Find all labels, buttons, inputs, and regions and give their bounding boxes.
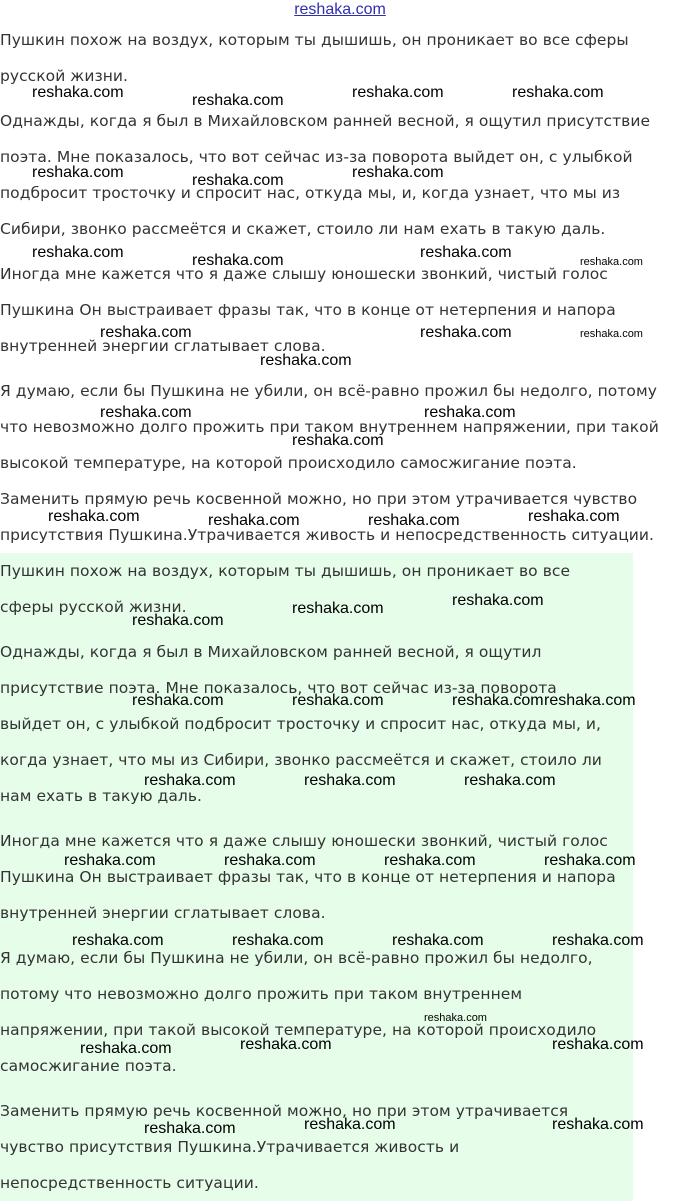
answer-text-line: внутренней энергии сглатывает слова.	[0, 904, 326, 922]
answer-text-line: Я думаю, если бы Пушкина не убили, он всё-равно прожил бы недолго,	[0, 949, 593, 967]
answer-text-line: Пушкин похож на воздух, которым ты дышишь, он проникает во все	[0, 562, 571, 580]
watermark-text: reshaka.com	[48, 508, 140, 525]
watermark-text: reshaka.com	[552, 1116, 644, 1133]
answer-text-line: присутствие поэта. Мне показалось, что вот сейчас из-за поворота	[0, 679, 557, 697]
watermark-text: reshaka.com	[424, 404, 516, 421]
watermark-text: reshaka.com	[392, 932, 484, 949]
watermark-text: reshaka.com	[192, 252, 284, 269]
watermark-text: reshaka.com	[544, 852, 636, 869]
original-text-line: поэта. Мне показалось, что вот сейчас из-за поворота выйдет он, с улыбкой	[0, 148, 633, 166]
answer-text-line: потому что невозможно долго прожить при таком внутреннем	[0, 985, 523, 1003]
watermark-text: reshaka.com	[552, 932, 644, 949]
original-text-line: Заменить прямую речь косвенной можно, но при этом утрачивается чувство	[0, 490, 638, 508]
answer-text-line: чувство присутствия Пушкина.Утрачивается живость и	[0, 1138, 460, 1156]
watermark-text: reshaka.com	[144, 1120, 236, 1137]
watermark-text: reshaka.com	[292, 692, 384, 709]
watermark-text: reshaka.com	[580, 256, 643, 268]
watermark-text: reshaka.com	[80, 1040, 172, 1057]
watermark-text: reshaka.com	[64, 852, 156, 869]
watermark-text: reshaka.com	[304, 772, 396, 789]
watermark-text: reshaka.com	[32, 164, 124, 181]
watermark-text: reshaka.com	[512, 84, 604, 101]
watermark-text: reshaka.com	[192, 92, 284, 109]
watermark-text: reshaka.com	[72, 932, 164, 949]
answer-text-line: Однажды, когда я был в Михайловском ранней весной, я ощутил	[0, 643, 542, 661]
watermark-text: reshaka.com	[452, 692, 544, 709]
watermark-text: reshaka.com	[424, 1012, 487, 1024]
answer-text-line: непосредственность ситуации.	[0, 1174, 259, 1192]
watermark-text: reshaka.com	[144, 772, 236, 789]
answer-text-line: Заменить прямую речь косвенной можно, но при этом утрачивается	[0, 1102, 569, 1120]
watermark-text: reshaka.com	[192, 172, 284, 189]
original-text-line: Сибири, звонко рассмеётся и скажет, стоило ли нам ехать в такую даль.	[0, 220, 606, 238]
watermark-text: reshaka.com	[208, 512, 300, 529]
original-text-line: русской жизни.	[0, 67, 129, 85]
watermark-text: reshaka.com	[260, 352, 352, 369]
original-text-line: высокой температуре, на которой происходило самосжигание поэта.	[0, 454, 577, 472]
answer-text-line: когда узнает, что мы из Сибири, звонко рассмеётся и скажет, стоило ли	[0, 751, 602, 769]
original-text-line: Пушкина Он выстраивает фразы так, что в конце от нетерпения и напора	[0, 301, 616, 319]
watermark-text: reshaka.com	[132, 612, 224, 629]
original-text-line: присутствия Пушкина.Утрачивается живость и непосредственность ситуации.	[0, 526, 655, 544]
watermark-text: reshaka.com	[464, 772, 556, 789]
original-text-line: что невозможно долго прожить при таком внутреннем напряжении, при такой	[0, 418, 659, 436]
answer-text-line: выйдет он, с улыбкой подбросит тросточку и спросит нас, откуда мы, и,	[0, 715, 602, 733]
original-text-line: Пушкин похож на воздух, которым ты дышишь, он проникает во все сферы	[0, 31, 629, 49]
original-text-line: Я думаю, если бы Пушкина не убили, он всё-равно прожил бы недолго, потому	[0, 382, 657, 400]
watermark-text: reshaka.com	[232, 932, 324, 949]
answer-text-line: напряжении, при такой высокой температуре, на которой происходило	[0, 1021, 597, 1039]
watermark-text: reshaka.com	[384, 852, 476, 869]
watermark-text: reshaka.com	[292, 432, 384, 449]
watermark-text: reshaka.com	[32, 244, 124, 261]
watermark-text: reshaka.com	[304, 1116, 396, 1133]
watermark-text: reshaka.com	[32, 84, 124, 101]
watermark-text: reshaka.com	[224, 852, 316, 869]
answer-text-line: самосжигание поэта.	[0, 1057, 177, 1075]
watermark-text: reshaka.com	[420, 324, 512, 341]
watermark-text: reshaka.com	[240, 1036, 332, 1053]
watermark-text: reshaka.com	[544, 692, 636, 709]
watermark-text: reshaka.com	[452, 592, 544, 609]
watermark-text: reshaka.com	[368, 512, 460, 529]
original-text-line: внутренней энергии сглатывает слова.	[0, 337, 326, 355]
answer-text-line: Иногда мне кажется что я даже слышу юношески звонкий, чистый голос	[0, 832, 608, 850]
watermark-text: reshaka.com	[100, 404, 192, 421]
watermark-text: reshaka.com	[352, 84, 444, 101]
watermark-text: reshaka.com	[352, 164, 444, 181]
watermark-text: reshaka.com	[552, 1036, 644, 1053]
site-watermark-link[interactable]: reshaka.com	[294, 1, 386, 18]
answer-text-line: Пушкина Он выстраивает фразы так, что в конце от нетерпения и напора	[0, 868, 616, 886]
original-text-line: подбросит тросточку и спросит нас, откуда мы, и, когда узнает, что мы из	[0, 184, 621, 202]
watermark-text: reshaka.com	[292, 600, 384, 617]
watermark-text: reshaka.com	[580, 328, 643, 340]
original-text-line: Иногда мне кажется что я даже слышу юношески звонкий, чистый голос	[0, 265, 608, 283]
watermark-text: reshaka.com	[420, 244, 512, 261]
answer-text-line: сферы русской жизни.	[0, 598, 187, 616]
watermark-text: reshaka.com	[100, 324, 192, 341]
watermark-text: reshaka.com	[132, 692, 224, 709]
original-text-line: Однажды, когда я был в Михайловском ранней весной, я ощутил присутствие	[0, 112, 651, 130]
answer-text-line: нам ехать в такую даль.	[0, 787, 202, 805]
watermark-text: reshaka.com	[528, 508, 620, 525]
